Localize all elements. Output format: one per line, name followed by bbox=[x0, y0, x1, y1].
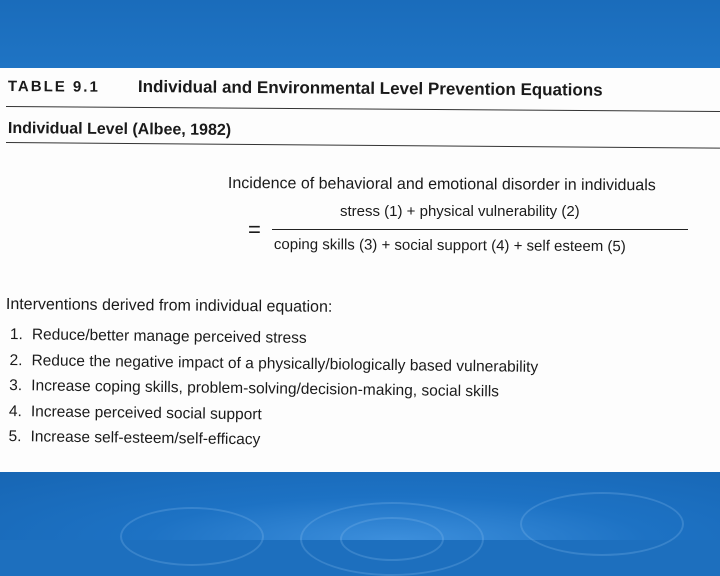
item-number: 5. bbox=[8, 427, 22, 446]
equation-lhs: Incidence of behavioral and emotional disorder in individuals bbox=[227, 175, 656, 195]
scanned-table-image bbox=[0, 68, 720, 472]
bottom-blue-band bbox=[0, 472, 720, 540]
item-number: 2. bbox=[9, 351, 23, 369]
interventions-heading: Interventions derived from individual equation: bbox=[5, 296, 333, 316]
item-text: Reduce/better manage perceived stress bbox=[31, 326, 307, 347]
item-text: Reduce the negative impact of a physically/biologically based vulnerability bbox=[31, 351, 539, 376]
table-title: Individual and Environmental Level Prevention Equations bbox=[137, 77, 603, 100]
equation-denominator: coping skills (3) + social support (4) + self esteem (5) bbox=[273, 236, 626, 256]
item-number: 3. bbox=[9, 376, 23, 395]
water-ripple-decoration bbox=[120, 507, 264, 566]
item-number: 1. bbox=[9, 326, 23, 344]
water-ripple-decoration bbox=[340, 517, 444, 561]
equation-numerator: stress (1) + physical vulnerability (2) bbox=[340, 203, 580, 220]
table-number: TABLE 9.1 bbox=[7, 77, 100, 96]
fraction-bar bbox=[272, 229, 688, 230]
table-heading bbox=[8, 76, 720, 106]
top-blue-band bbox=[0, 0, 720, 68]
section-rule bbox=[6, 142, 720, 149]
water-ripple-decoration bbox=[520, 492, 684, 556]
interventions-list bbox=[8, 326, 538, 460]
item-number: 4. bbox=[8, 402, 22, 420]
heading-rule bbox=[6, 106, 720, 112]
equals-sign: = bbox=[248, 217, 261, 242]
item-text: Increase perceived social support bbox=[30, 402, 262, 423]
section-heading: Individual Level (Albee, 1982) bbox=[7, 120, 232, 139]
item-text: Increase coping skills, problem-solving/decision-making, social skills bbox=[31, 377, 500, 401]
item-text: Increase self-esteem/self-efficacy bbox=[30, 428, 261, 449]
